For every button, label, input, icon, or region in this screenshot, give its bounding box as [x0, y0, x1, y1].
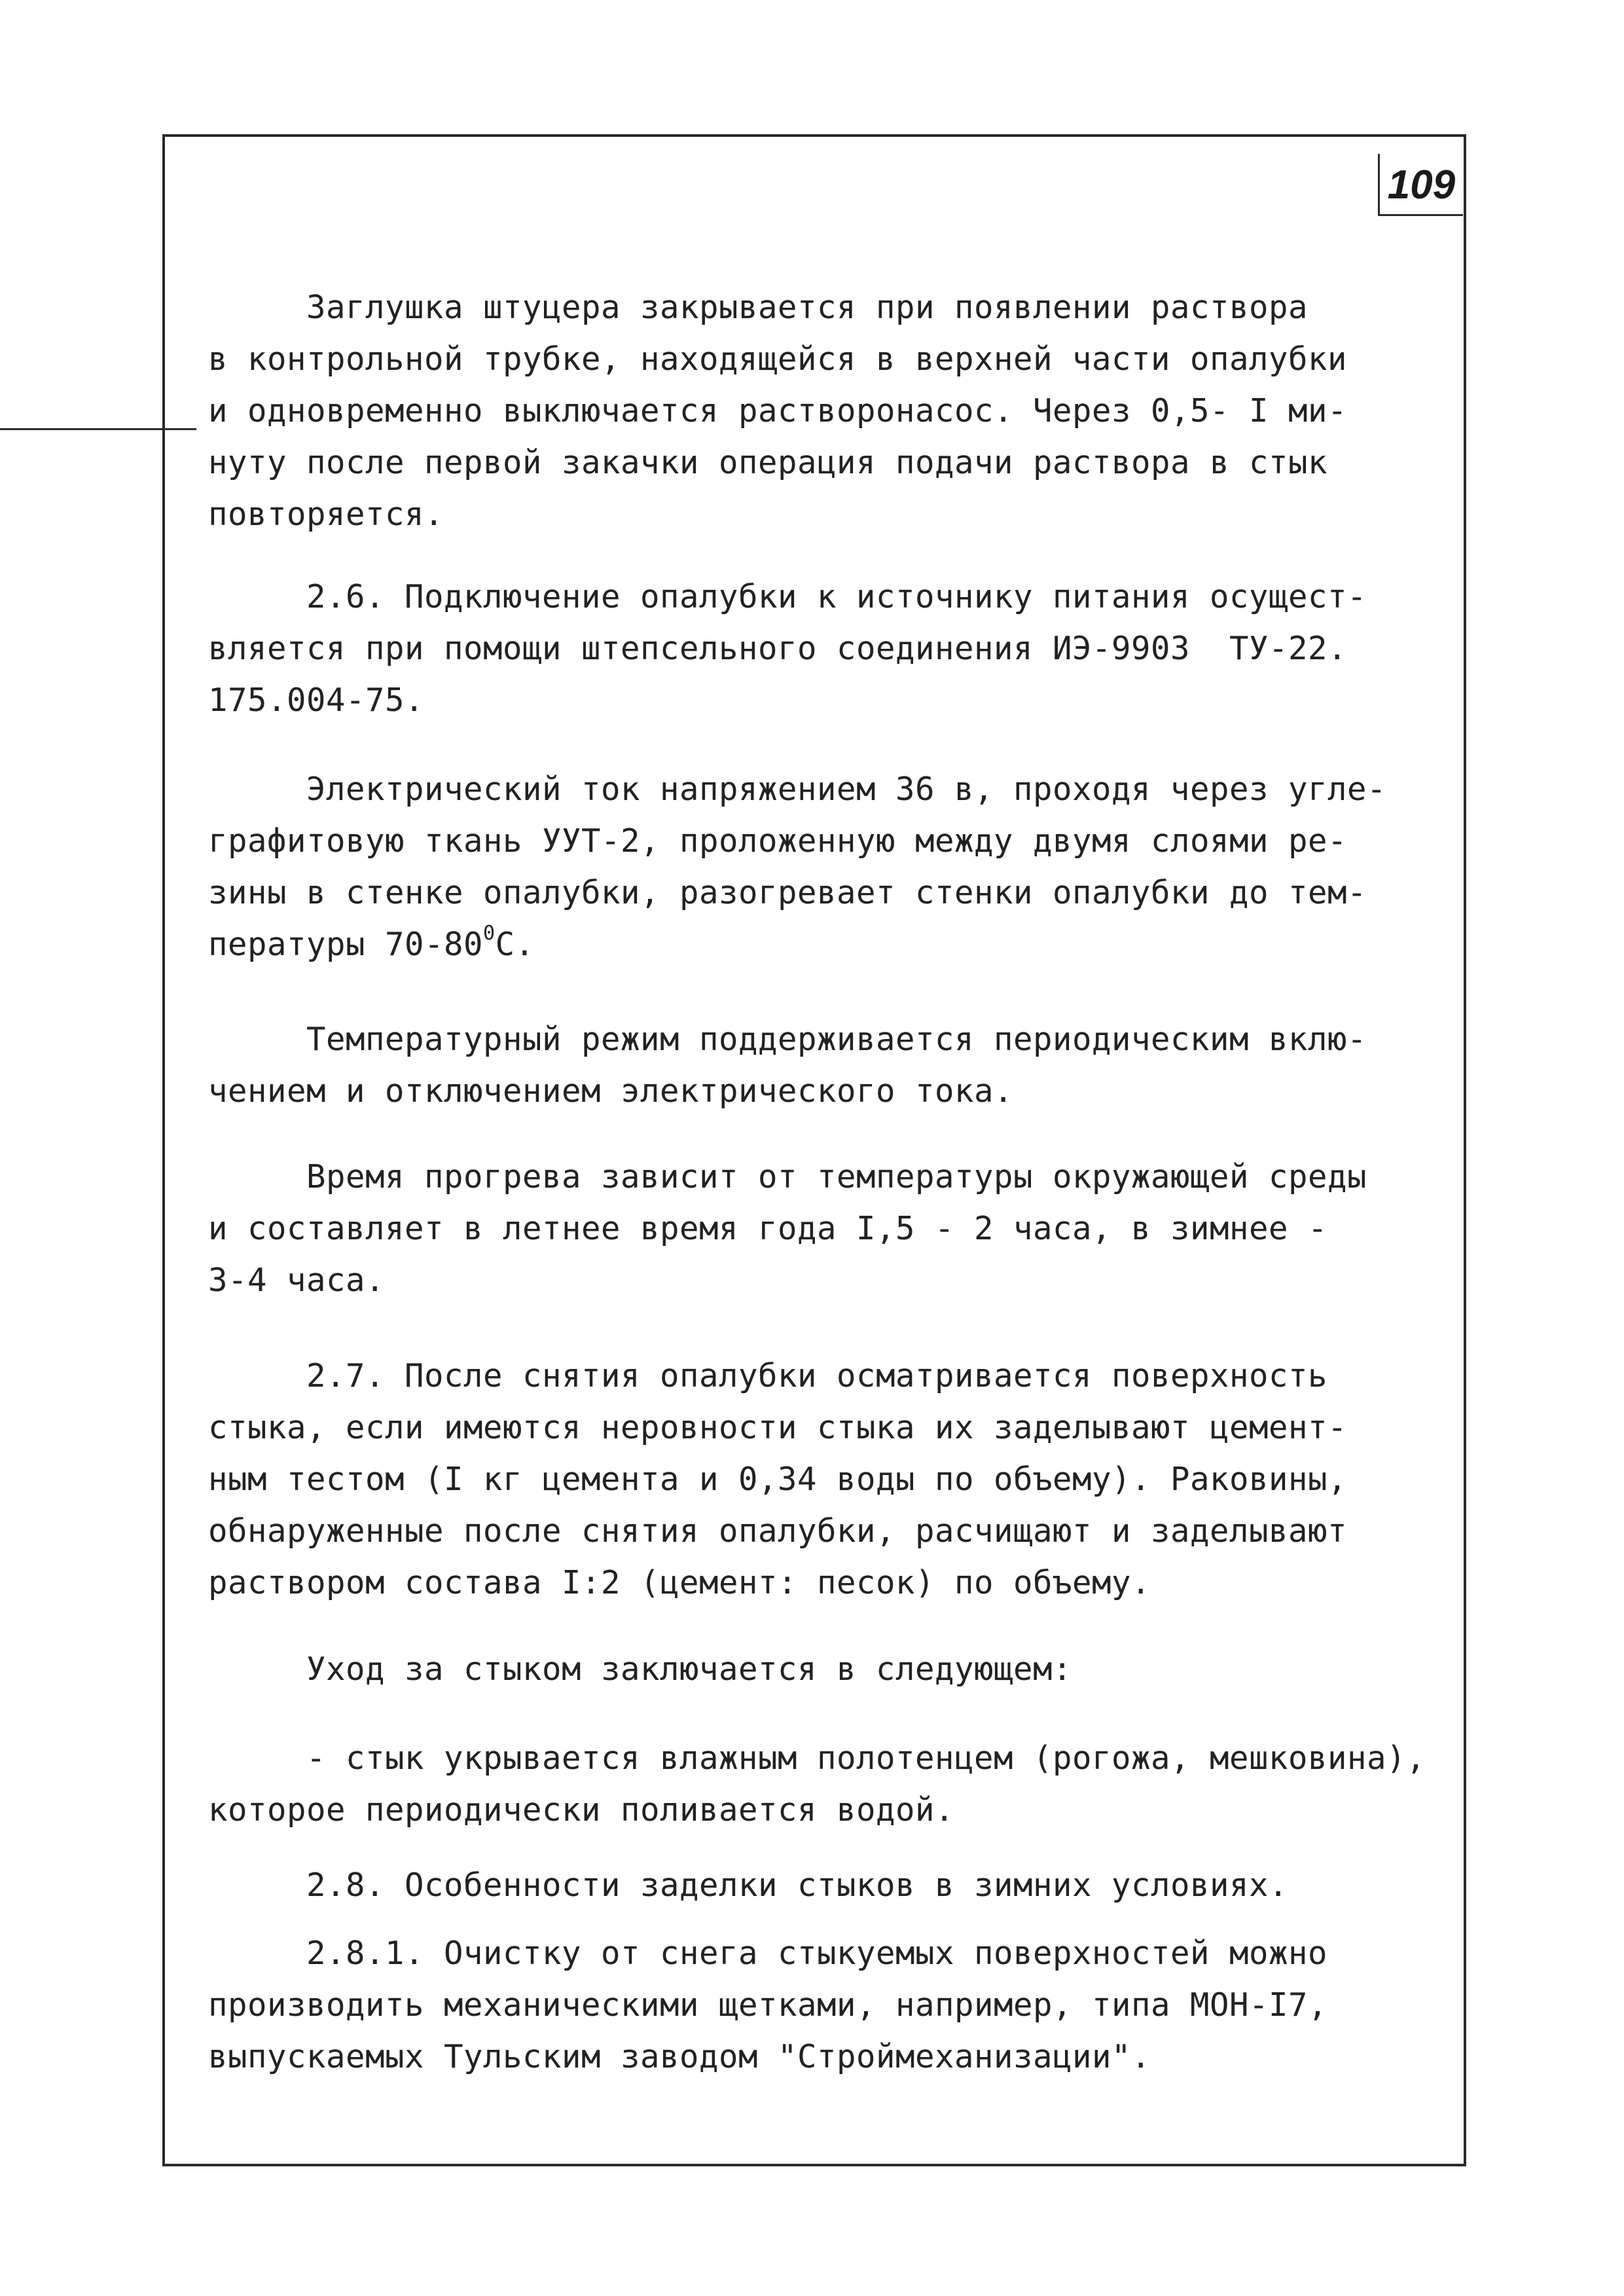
paragraph-joint-cover: - стык укрывается влажным полотенцем (рогожа, мешковина), которое периодически поливается водой. — [208, 1740, 1426, 1829]
paragraph-temperature-mode: Температурный режим поддерживается периодическим вклю- чением и отключением электрического тока. — [208, 1021, 1367, 1110]
paragraph-joint-care: Уход за стыком заключается в следующем: — [208, 1650, 1073, 1688]
paragraph-2-7: 2.7. После снятия опалубки осматривается поверхность стыка, если имеются неровности стыка их заделывают цемент- ным тестом (I кг цемента и 0,34 воды по объему). Раковины, обнаруженные после снятия опалубки, расчищают и заделывают раствором состава I:2 (цемент: песок) по объему. — [208, 1357, 1348, 1601]
paragraph-slurry-plug: Заглушка штуцера закрывается при появлении раствора в контрольной трубке, находящейся в верхней части опалубки и одновременно выключается растворонасос. Через 0,5- I ми- нуту после первой закачки операция подачи раствора в стык повторяется. — [208, 289, 1348, 533]
paragraph-electric-current — [208, 763, 1439, 970]
margin-tick-line — [0, 428, 196, 430]
paragraph-2-8-1: 2.8.1. Очистку от снега стыкуемых поверхностей можно производить механическими щетками, например, типа МОН-I7, выпускаемых Тульским заводом "Строймеханизации". — [208, 1935, 1328, 2075]
paragraph-2-6: 2.6. Подключение опалубки к источнику питания осущест- вляется при помощи штепсельного соединения ИЭ-9903 ТУ-22. 175.004-75. — [208, 578, 1367, 719]
page-number: 109 — [1378, 154, 1463, 216]
paragraph-electric-current-tail: С. — [495, 926, 535, 963]
paragraph-heating-time: Время прогрева зависит от температуры окружающей среды и составляет в летнее время года I,5 - 2 часа, в зимнее - 3-4 часа. — [208, 1158, 1367, 1299]
degree-superscript: 0 — [483, 922, 496, 945]
paragraph-electric-current-main: Электрический ток напряжением 36 в, проходя через угле- графитовую ткань УУТ-2, проложенную между двумя слоями ре- зины в стенке опалубки, разогревает стенки опалубки до тем- пературы 70-80 — [208, 771, 1387, 963]
paragraph-2-8: 2.8. Особенности заделки стыков в зимних условиях. — [208, 1867, 1289, 1904]
